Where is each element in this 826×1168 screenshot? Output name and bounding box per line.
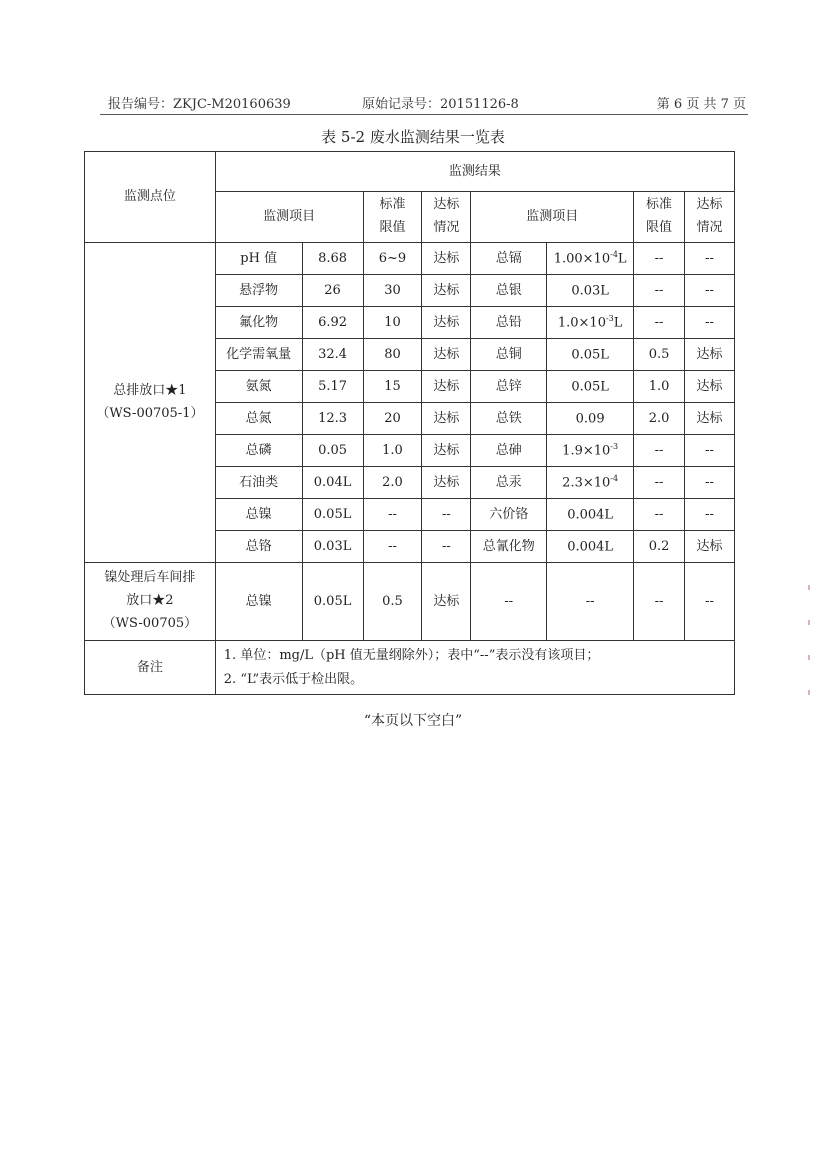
right-pass: --	[685, 435, 735, 467]
site1-code: （WS-00705-1）	[96, 405, 204, 421]
left-pass: 达标	[422, 403, 471, 435]
site2-pass: 达标	[422, 563, 471, 641]
right-value: 0.03L	[547, 275, 634, 307]
left-std: 1.0	[363, 435, 422, 467]
right-item: 总银	[471, 275, 547, 307]
left-value: 26	[302, 275, 363, 307]
left-item: 总氮	[215, 403, 302, 435]
site2-std: 0.5	[363, 563, 422, 641]
site2-code: （WS-00705）	[102, 615, 198, 631]
header-std-left: 标准 限值	[363, 192, 422, 243]
right-value: 0.05L	[547, 339, 634, 371]
site2-name-2: 放口★2	[126, 593, 174, 609]
right-std: 2.0	[634, 403, 685, 435]
site2-cell	[85, 563, 216, 641]
left-pass: --	[422, 499, 471, 531]
right-std: --	[634, 499, 685, 531]
header-item-right: 监测项目	[471, 192, 634, 243]
blank-below-note: “本页以下空白”	[363, 713, 463, 729]
header-results: 监测结果	[215, 152, 734, 192]
left-value: 0.05L	[302, 499, 363, 531]
right-item: 六价铬	[471, 499, 547, 531]
left-value: 8.68	[302, 243, 363, 275]
left-pass: 达标	[422, 435, 471, 467]
site2-r-std: --	[634, 563, 685, 641]
record-number: 原始记录号：20151126-8	[362, 97, 519, 112]
table-row-site2	[85, 563, 735, 641]
table-title: 表 5-2 废水监测结果一览表	[321, 128, 505, 146]
right-pass: --	[685, 243, 735, 275]
notes-row	[85, 641, 735, 695]
right-item: 总锌	[471, 371, 547, 403]
site1-cell	[85, 243, 216, 563]
left-pass: --	[422, 531, 471, 563]
left-value: 0.04L	[302, 467, 363, 499]
right-pass: --	[685, 275, 735, 307]
header-pass-left: 达标 情况	[422, 192, 471, 243]
header-site: 监测点位	[85, 152, 216, 243]
right-item: 总氰化物	[471, 531, 547, 563]
left-std: 2.0	[363, 467, 422, 499]
right-value: 0.05L	[547, 371, 634, 403]
left-value: 5.17	[302, 371, 363, 403]
left-value: 12.3	[302, 403, 363, 435]
left-item: 化学需氧量	[215, 339, 302, 371]
right-std: --	[634, 275, 685, 307]
scan-edge-marks	[808, 585, 812, 725]
left-pass: 达标	[422, 467, 471, 499]
note-2: 2. “L”表示低于检出限。	[223, 671, 364, 687]
site2-name-1: 镍处理后车间排	[104, 570, 196, 586]
site2-r-pass: --	[685, 563, 735, 641]
right-item: 总铅	[471, 307, 547, 339]
notes-content	[215, 641, 734, 695]
left-std: 15	[363, 371, 422, 403]
site2-r-value: --	[547, 563, 634, 641]
right-value: $1.9\times 10^{-3}$	[547, 435, 634, 467]
right-value: 0.004L	[547, 531, 634, 563]
right-value: 0.004L	[547, 499, 634, 531]
right-pass: --	[685, 499, 735, 531]
right-std: --	[634, 435, 685, 467]
note-1: 1. 单位：mg/L（pH 值无量纲除外）；表中“--”表示没有该项目；	[223, 648, 600, 664]
right-item: 总汞	[471, 467, 547, 499]
right-pass: --	[685, 467, 735, 499]
left-std: 6~9	[363, 243, 422, 275]
left-value: 32.4	[302, 339, 363, 371]
right-pass: --	[685, 307, 735, 339]
site2-value: 0.05L	[302, 563, 363, 641]
left-std: 80	[363, 339, 422, 371]
left-pass: 达标	[422, 307, 471, 339]
right-item: 总铁	[471, 403, 547, 435]
header-pass-right: 达标 情况	[685, 192, 735, 243]
site2-item: 总镍	[215, 563, 302, 641]
right-item: 总镉	[471, 243, 547, 275]
left-item: 氨氮	[215, 371, 302, 403]
page-number: 第 6 页 共 7 页	[656, 97, 746, 112]
site2-r-item: --	[471, 563, 547, 641]
left-item: pH 值	[215, 243, 302, 275]
header-std-right: 标准 限值	[634, 192, 685, 243]
right-pass: 达标	[685, 339, 735, 371]
right-item: 总铜	[471, 339, 547, 371]
left-item: 总磷	[215, 435, 302, 467]
right-std: 1.0	[634, 371, 685, 403]
site1-name: 总排放口★1	[113, 382, 187, 398]
right-value: $2.3\times 10^{-4}$	[547, 467, 634, 499]
right-value: $1.0\times 10^{-3}L$	[547, 307, 634, 339]
left-std: 20	[363, 403, 422, 435]
right-value: 0.09	[547, 403, 634, 435]
left-item: 氟化物	[215, 307, 302, 339]
wastewater-results-table	[84, 151, 735, 695]
notes-label: 备注	[85, 641, 216, 695]
report-number: 报告编号：ZKJC-M20160639	[108, 97, 291, 112]
left-value: 0.03L	[302, 531, 363, 563]
left-std: --	[363, 531, 422, 563]
right-std: 0.2	[634, 531, 685, 563]
right-item: 总砷	[471, 435, 547, 467]
right-std: 0.5	[634, 339, 685, 371]
right-pass: 达标	[685, 403, 735, 435]
left-pass: 达标	[422, 371, 471, 403]
left-pass: 达标	[422, 243, 471, 275]
header-item-left: 监测项目	[215, 192, 363, 243]
left-std: --	[363, 499, 422, 531]
left-pass: 达标	[422, 275, 471, 307]
left-value: 6.92	[302, 307, 363, 339]
left-std: 30	[363, 275, 422, 307]
left-pass: 达标	[422, 339, 471, 371]
right-std: --	[634, 467, 685, 499]
table-row	[85, 243, 735, 275]
left-item: 石油类	[215, 467, 302, 499]
right-std: --	[634, 307, 685, 339]
right-std: --	[634, 243, 685, 275]
right-value: $1.00\times 10^{-4}L$	[547, 243, 634, 275]
left-item: 总镍	[215, 499, 302, 531]
left-item: 悬浮物	[215, 275, 302, 307]
left-std: 10	[363, 307, 422, 339]
right-pass: 达标	[685, 531, 735, 563]
left-item: 总铬	[215, 531, 302, 563]
left-value: 0.05	[302, 435, 363, 467]
right-pass: 达标	[685, 371, 735, 403]
page-header	[100, 90, 748, 115]
